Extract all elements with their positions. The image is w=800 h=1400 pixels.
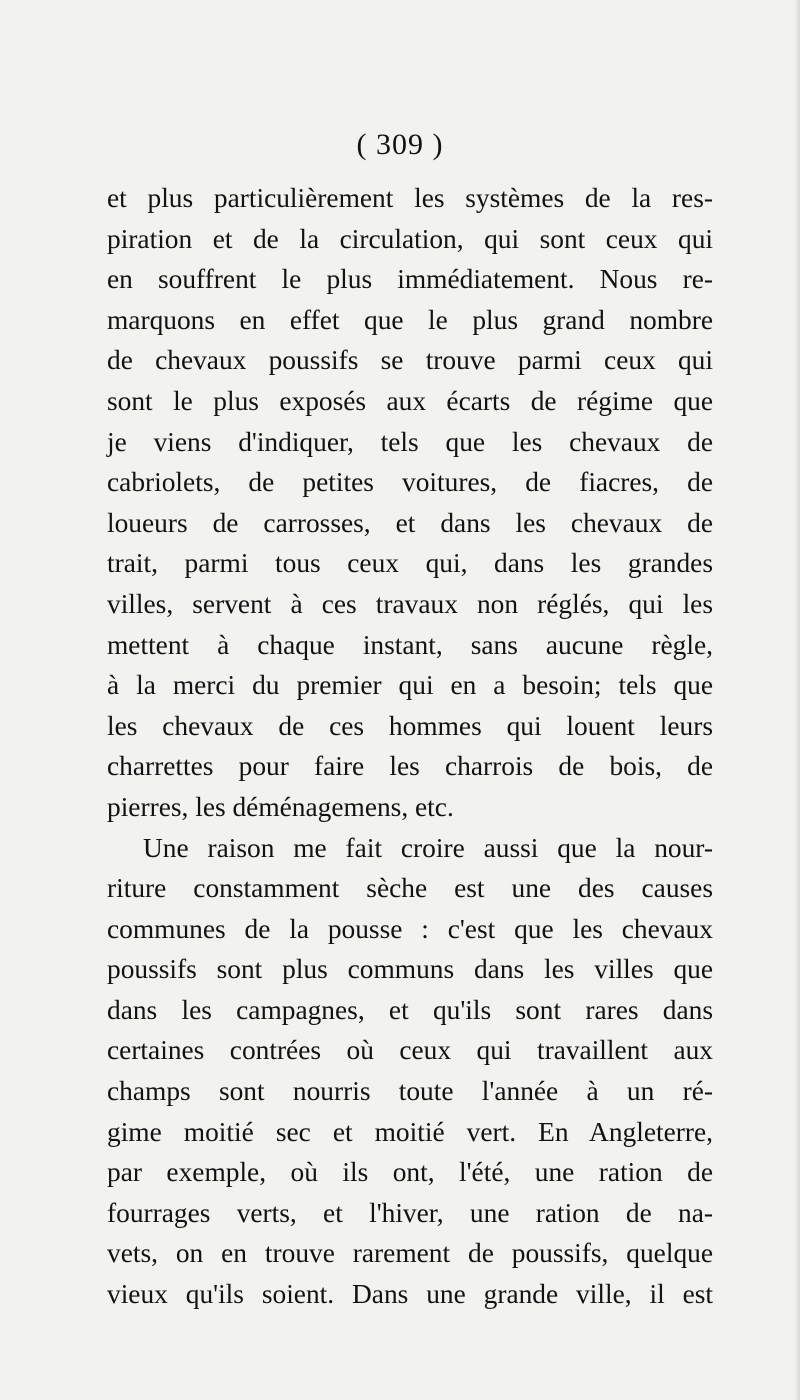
text-line: à la merci du premier qui en a besoin; tels que [107, 670, 713, 701]
page-number: ( 309 ) [356, 128, 444, 161]
text-line: certaines contrées où ceux qui travaillent aux [107, 1035, 713, 1066]
text-line: vieux qu'ils soient. Dans une grande ville, il est [107, 1279, 713, 1310]
text-line: vets, on en trouve rarement de poussifs, quelque [107, 1238, 713, 1269]
text-line: marquons en effet que le plus grand nombre [107, 304, 713, 335]
text-line: trait, parmi tous ceux qui, dans les grandes [107, 548, 713, 579]
text-line: en souffrent le plus immédiatement. Nous re- [107, 264, 713, 295]
text-line: fourrages verts, et l'hiver, une ration de na- [107, 1197, 713, 1228]
text-line: je viens d'indiquer, tels que les chevaux de [107, 426, 713, 457]
paragraph-end-line: pierres, les déménagemens, etc. [107, 791, 454, 822]
text-line: cabriolets, de petites voitures, de fiacres, de [107, 467, 713, 498]
text-line: poussifs sont plus communs dans les villes que [107, 954, 713, 985]
page-edge [794, 0, 800, 1400]
text-line: sont le plus exposés aux écarts de régime que [107, 385, 713, 416]
text-line: piration et de la circulation, qui sont ceux qui [107, 223, 713, 254]
text-line: villes, servent à ces travaux non réglés, qui les [107, 588, 713, 619]
text-line: gime moitié sec et moitié vert. En Angleterre, [107, 1116, 713, 1147]
text-line: et plus particulièrement les systèmes de la res- [107, 183, 713, 213]
text-line: loueurs de carrosses, et dans les chevaux de [107, 507, 713, 538]
text-line: de chevaux poussifs se trouve parmi ceux qui [107, 345, 713, 376]
paragraph-start-line: Une raison me fait croire aussi que la nour- [143, 832, 713, 863]
text-line: par exemple, où ils ont, l'été, une ration de [107, 1157, 713, 1188]
text-line: champs sont nourris toute l'année à un ré- [107, 1076, 713, 1107]
text-line: les chevaux de ces hommes qui louent leurs [107, 710, 713, 741]
text-line: dans les campagnes, et qu'ils sont rares dans [107, 994, 713, 1025]
text-line: charrettes pour faire les charrois de bois, de [107, 751, 713, 782]
body-text [107, 178, 713, 1315]
text-line: communes de la pousse : c'est que les chevaux [107, 913, 713, 944]
text-line: riture constamment sèche est une des causes [107, 873, 713, 904]
text-line: mettent à chaque instant, sans aucune règle, [107, 629, 713, 660]
